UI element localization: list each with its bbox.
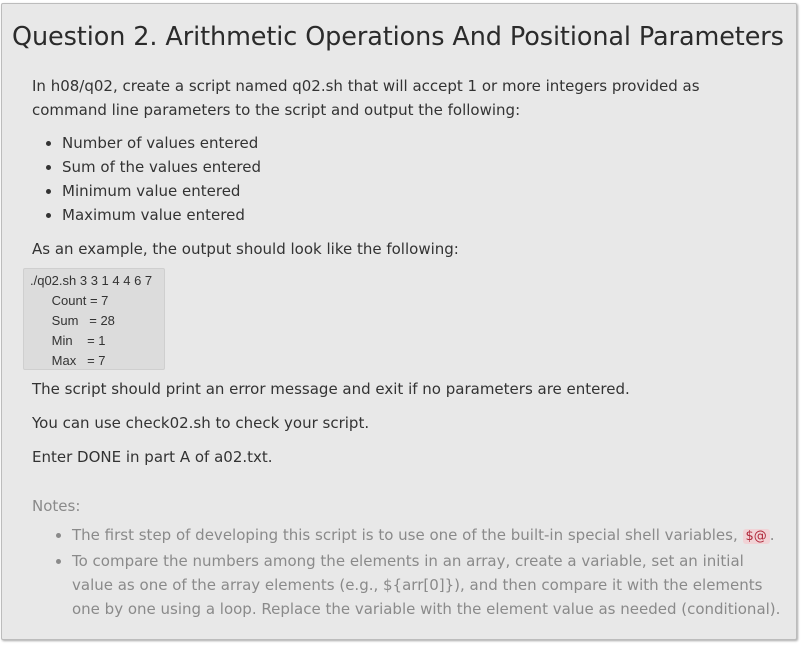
- example-line: Min = 1: [30, 333, 106, 348]
- question-panel: [1, 3, 797, 640]
- list-item: • Sum of the values entered: [62, 155, 261, 179]
- error-instruction: The script should print an error message and exit if no parameters are entered.: [32, 380, 630, 398]
- list-item: • Maximum value entered: [62, 203, 261, 227]
- notes-list: [42, 523, 782, 621]
- note-text: The first step of developing this script is to use one of the built-in special shell variables,: [72, 526, 738, 544]
- list-item: • Number of values entered: [62, 131, 261, 155]
- question-title: Question 2. Arithmetic Operations And Positional Parameters: [12, 22, 784, 52]
- note-text-end: .: [769, 526, 775, 544]
- example-line: Sum = 28: [30, 313, 115, 328]
- list-item: • To compare the numbers among the elements in an array, create a variable, set an initial value as one of the array elements (e.g., ${arr[0]}), and then compare it with the elements one by one using a loop. Replace the variable with the element value as needed (conditional).: [72, 549, 782, 621]
- requirements-list: [32, 131, 261, 227]
- check-instruction: You can use check02.sh to check your script.: [32, 414, 370, 432]
- question-intro: In h08/q02, create a script named q02.sh that will accept 1 or more integers provided as command line parameters to the script and output the following:: [32, 77, 700, 119]
- inline-code: $@: [743, 529, 770, 544]
- list-item: [72, 523, 782, 549]
- example-line: ./q02.sh 3 3 1 4 4 6 7: [30, 273, 153, 288]
- example-intro: As an example, the output should look like the following:: [32, 240, 459, 258]
- list-item: • Minimum value entered: [62, 179, 261, 203]
- notes-label: Notes:: [32, 497, 81, 515]
- example-output-block: [23, 268, 165, 370]
- example-line: Max = 7: [30, 353, 106, 368]
- example-line: Count = 7: [30, 293, 109, 308]
- done-instruction: Enter DONE in part A of a02.txt.: [32, 448, 273, 466]
